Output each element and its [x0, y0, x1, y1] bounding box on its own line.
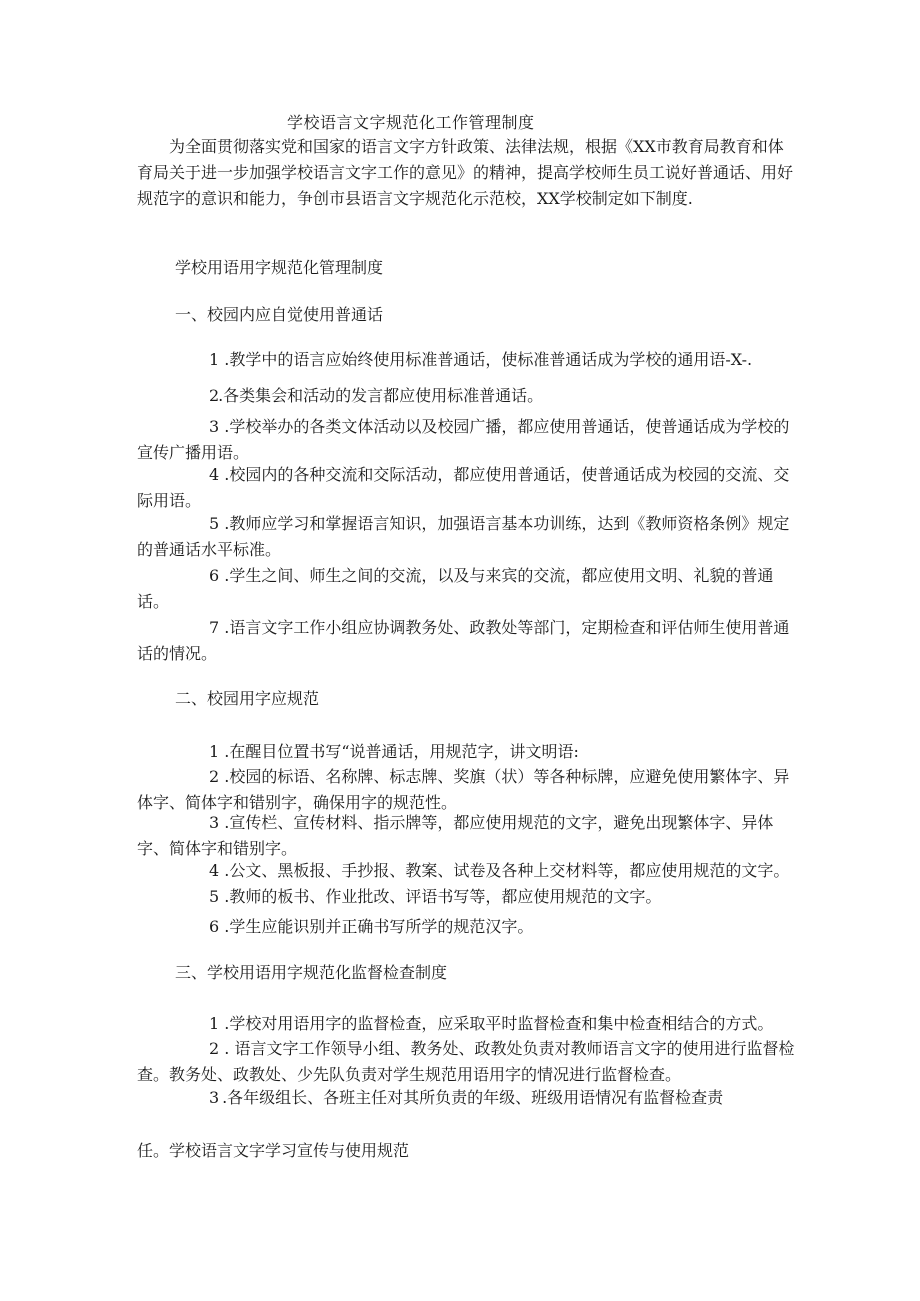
list-item: [137, 914, 797, 940]
list-item: [137, 347, 797, 373]
item-number: 3: [209, 1088, 220, 1107]
item-number: 6: [209, 566, 220, 585]
list-item: [137, 858, 797, 884]
item-text: .语言文字工作小组应协调教务处、政教处等部门，定期检查和评估师生使用普通话的情况。: [137, 618, 790, 663]
list-item: [137, 414, 797, 466]
list-item: [137, 563, 797, 615]
page-title: 学校语言文字规范化工作管理制度: [287, 113, 535, 132]
item-number: 2: [209, 767, 220, 786]
list-item: [137, 884, 797, 910]
list-item: [137, 615, 797, 667]
item-number: 5: [209, 887, 220, 906]
list-item: [137, 1085, 797, 1111]
list-item: [137, 511, 797, 563]
subtitle: 学校用语用字规范化管理制度: [175, 258, 384, 277]
list-item: [137, 462, 797, 514]
item-number: 1: [209, 1014, 220, 1033]
item-number: 3: [209, 813, 220, 832]
item-text: .学校对用语用字的监督检查，应采取平时监督检查和集中检查相结合的方式。: [224, 1014, 774, 1033]
section-1-heading: 一、校园内应自觉使用普通话: [175, 305, 384, 324]
item-number: 4: [209, 465, 220, 484]
item-text: .教师的板书、作业批改、评语书写等，都应使用规范的文字。: [224, 887, 662, 906]
item-text: .学生应能识别并正确书写所学的规范汉字。: [224, 917, 534, 936]
item-text: .校园内的各种交流和交际活动，都应使用普通话，使普通话成为校园的交流、交际用语。: [137, 465, 790, 510]
item-number: 3: [209, 417, 220, 436]
item-text: .教师应学习和掌握语言知识，加强语言基本功训练，达到《教师资格条例》规定的普通话水平标准。: [137, 514, 790, 559]
item-text: .教学中的语言应始终使用标准普通话，使标准普通话成为学校的通用语-X-.: [224, 350, 753, 369]
item-number: 1: [209, 742, 220, 761]
item-number: 4: [209, 861, 220, 880]
item-number: 5: [209, 514, 220, 533]
item-text: .学生之间、师生之间的交流，以及与来宾的交流，都应使用文明、礼貌的普通话。: [137, 566, 774, 611]
list-item: [137, 383, 797, 409]
item-text: .在醒目位置书写“说普通话，用规范字，讲文明语:: [224, 742, 579, 761]
section-2-heading: 二、校园用字应规范: [175, 689, 320, 708]
ending-line: 任。学校语言文字学习宣传与使用规范: [137, 1141, 410, 1160]
item-text: .公文、黑板报、手抄报、教案、试卷及各种上交材料等，都应使用规范的文字。: [224, 861, 790, 880]
item-number: 1: [209, 350, 220, 369]
list-item: [137, 1011, 797, 1037]
item-text: .各年级组长、各班主任对其所负责的年级、班级用语情况有监督检查责: [222, 1088, 724, 1107]
item-text: .宣传栏、宣传材料、指示牌等，都应使用规范的文字，避免出现繁体字、异体字、简体字和错别字。: [137, 813, 774, 858]
list-item: [137, 764, 797, 816]
item-number: 2: [209, 386, 220, 405]
intro-paragraph: 为全面贯彻落实党和国家的语言文字方针政策、法律法规，根据《XX市教育局教育和体育局关于进一步加强学校语言文字工作的意见》的精神，提高学校师生员工说好普通话、用好规范字的意识和能力，争创市县语言文字规范化示范校，XX学校制定如下制度.: [137, 137, 794, 208]
item-number: 6: [209, 917, 220, 936]
item-number: 2: [209, 1039, 220, 1058]
item-text: .学校举办的各类文体活动以及校园广播，都应使用普通话，使普通话成为学校的宣传广播用语。: [137, 417, 790, 462]
item-text: .校园的标语、名称牌、标志牌、奖旗（状）等各种标牌，应避免使用繁体字、异体字、简体字和错别字，确保用字的规范性。: [137, 767, 790, 812]
item-text: . 语言文字工作领导小组、教务处、政教处负责对教师语言文字的使用进行监督检查。教务处、政教处、少先队负责对学生规范用语用字的情况进行监督检查。: [137, 1039, 795, 1084]
item-number: 7: [209, 618, 220, 637]
list-item: [137, 810, 797, 862]
list-item: [137, 1036, 797, 1088]
list-item: [137, 739, 797, 765]
section-3-heading: 三、学校用语用字规范化监督检查制度: [175, 963, 448, 982]
item-text: .各类集会和活动的发言都应使用标准普通话。: [218, 386, 544, 405]
